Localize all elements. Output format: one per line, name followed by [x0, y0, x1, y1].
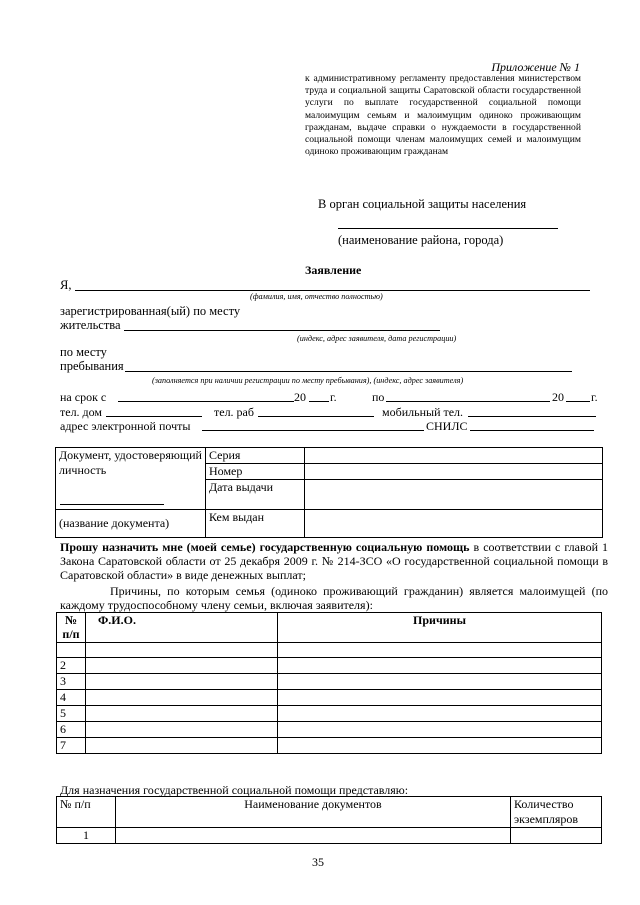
- period-from-label: на срок с: [60, 390, 107, 404]
- phone-work-label: тел. раб: [214, 405, 254, 419]
- id-value-date[interactable]: [305, 480, 603, 510]
- docs-table: [56, 796, 602, 844]
- i-label: Я,: [60, 278, 72, 292]
- phone-home-field[interactable]: [106, 416, 202, 417]
- reasons-row-num: 3: [57, 674, 86, 690]
- reasons-header-num: № п/п: [57, 613, 86, 643]
- form-title: Заявление: [305, 263, 362, 277]
- reasons-row-reason[interactable]: [278, 722, 602, 738]
- docs-header-name: Наименование документов: [116, 797, 511, 828]
- id-value-issuer[interactable]: [305, 510, 603, 538]
- stay-hint: (заполняется при наличии регистрации по месту пребывания), (индекс, адрес заявителя): [152, 376, 464, 385]
- fullname-hint: (фамилия, имя, отчество полностью): [250, 292, 383, 301]
- residence-field[interactable]: [124, 330, 440, 331]
- id-document-name-hint: (название документа): [56, 510, 206, 538]
- stay-field[interactable]: [125, 371, 572, 372]
- reasons-row-num: 6: [57, 722, 86, 738]
- snils-field[interactable]: [470, 430, 594, 431]
- page-number: 35: [312, 855, 324, 869]
- reasons-row-reason[interactable]: [278, 674, 602, 690]
- phone-mobile-label: мобильный тел.: [382, 405, 464, 419]
- reasons-row-name[interactable]: [86, 658, 278, 674]
- reasons-row-name[interactable]: [86, 706, 278, 722]
- id-document-name-line[interactable]: [60, 504, 164, 505]
- id-field-date: Дата выдачи: [206, 480, 305, 510]
- docs-row-num: 1: [57, 828, 116, 844]
- period-from-g: г.: [330, 390, 337, 404]
- appendix-title: Приложение № 1: [491, 60, 580, 74]
- id-field-series: Серия: [206, 448, 305, 464]
- residence-hint: (индекс, адрес заявителя, дата регистрации): [297, 334, 457, 343]
- reasons-row-name[interactable]: [86, 722, 278, 738]
- docs-intro: Для назначения государственной социальной помощи представляю:: [60, 783, 409, 797]
- reasons-row-name[interactable]: [86, 738, 278, 754]
- stay-label-1: по месту: [60, 345, 107, 359]
- phone-home-label: тел. дом: [60, 405, 103, 419]
- snils-label: СНИЛС: [426, 419, 468, 433]
- reasons-row-reason[interactable]: [278, 658, 602, 674]
- id-field-issuer: Кем выдан: [206, 510, 305, 538]
- id-value-series[interactable]: [305, 448, 603, 464]
- id-document-label: Документ, удостоверяющий личность: [56, 448, 206, 510]
- reasons-row-reason[interactable]: [278, 738, 602, 754]
- reasons-row-num: 4: [57, 690, 86, 706]
- reasons-row-name[interactable]: [86, 643, 278, 658]
- reasons-row-reason[interactable]: [278, 643, 602, 658]
- period-to-field[interactable]: [386, 401, 550, 402]
- reasons-header-reason: Причины: [278, 613, 602, 643]
- phone-mobile-field[interactable]: [468, 416, 596, 417]
- request-rest: в соответствии с главой 1 Закона Саратовской области от 25 декабря 2009 г. № 214-ЗСО «О государственной социальной помощи в Саратовской области» в виде денежных выплат;: [60, 540, 608, 582]
- period-to-g: г.: [591, 390, 598, 404]
- reasons-row-reason[interactable]: [278, 706, 602, 722]
- request-bold: Прошу назначить мне (моей семье) государственную социальную помощь: [60, 540, 470, 554]
- residence-label: жительства: [60, 318, 121, 332]
- request-text: [60, 540, 608, 582]
- id-field-number: Номер: [206, 464, 305, 480]
- reasons-row-num: 2: [57, 658, 86, 674]
- reasons-row-num: 7: [57, 738, 86, 754]
- addressee-line[interactable]: [338, 228, 558, 229]
- reasons-row-name[interactable]: [86, 690, 278, 706]
- email-label: адрес электронной почты: [60, 419, 191, 433]
- phone-work-field[interactable]: [258, 416, 374, 417]
- period-to-year-field[interactable]: [566, 401, 590, 402]
- reasons-row-name[interactable]: [86, 674, 278, 690]
- email-field[interactable]: [202, 430, 424, 431]
- stay-label-2: пребывания: [60, 359, 124, 373]
- docs-header-count: Количество экземпляров: [511, 797, 602, 828]
- reasons-row-reason[interactable]: [278, 690, 602, 706]
- addressee-to: В орган социальной защиты населения: [318, 197, 527, 211]
- reasons-row-num: [57, 643, 86, 658]
- fullname-field[interactable]: [75, 290, 590, 291]
- docs-header-num: № п/п: [57, 797, 116, 828]
- addressee-hint: (наименование района, города): [338, 233, 504, 247]
- period-from-field[interactable]: [118, 401, 294, 402]
- reasons-table: [56, 612, 602, 754]
- docs-row-count[interactable]: [511, 828, 602, 844]
- period-to-year: 20: [552, 390, 564, 404]
- period-to-label: по: [372, 390, 385, 404]
- reasons-row-num: 5: [57, 706, 86, 722]
- period-from-year: 20: [294, 390, 306, 404]
- docs-row-name[interactable]: [116, 828, 511, 844]
- period-from-year-field[interactable]: [309, 401, 329, 402]
- id-value-number[interactable]: [305, 464, 603, 480]
- registered-label: зарегистрированная(ый) по месту: [60, 304, 241, 318]
- id-document-table: [55, 447, 603, 538]
- reasons-intro: Причины, по которым семья (одиноко проживающий гражданин) является малоимущей (по каждому трудоспособному члену семьи, включая заявителя):: [60, 584, 608, 612]
- reasons-header-name: Ф.И.О.: [86, 613, 278, 643]
- appendix-body: к административному регламенту предоставления министерством труда и социальной защиты Саратовской области государственной услуги по выплате государственной социальной помощи малоимущим семьям и малоимущим одиноко проживающим гражданам, выдаче справки о нуждаемости в государственной социальной помощи членам малоимущих семей и малоимущим одиноко проживающим гражданам: [305, 73, 581, 158]
